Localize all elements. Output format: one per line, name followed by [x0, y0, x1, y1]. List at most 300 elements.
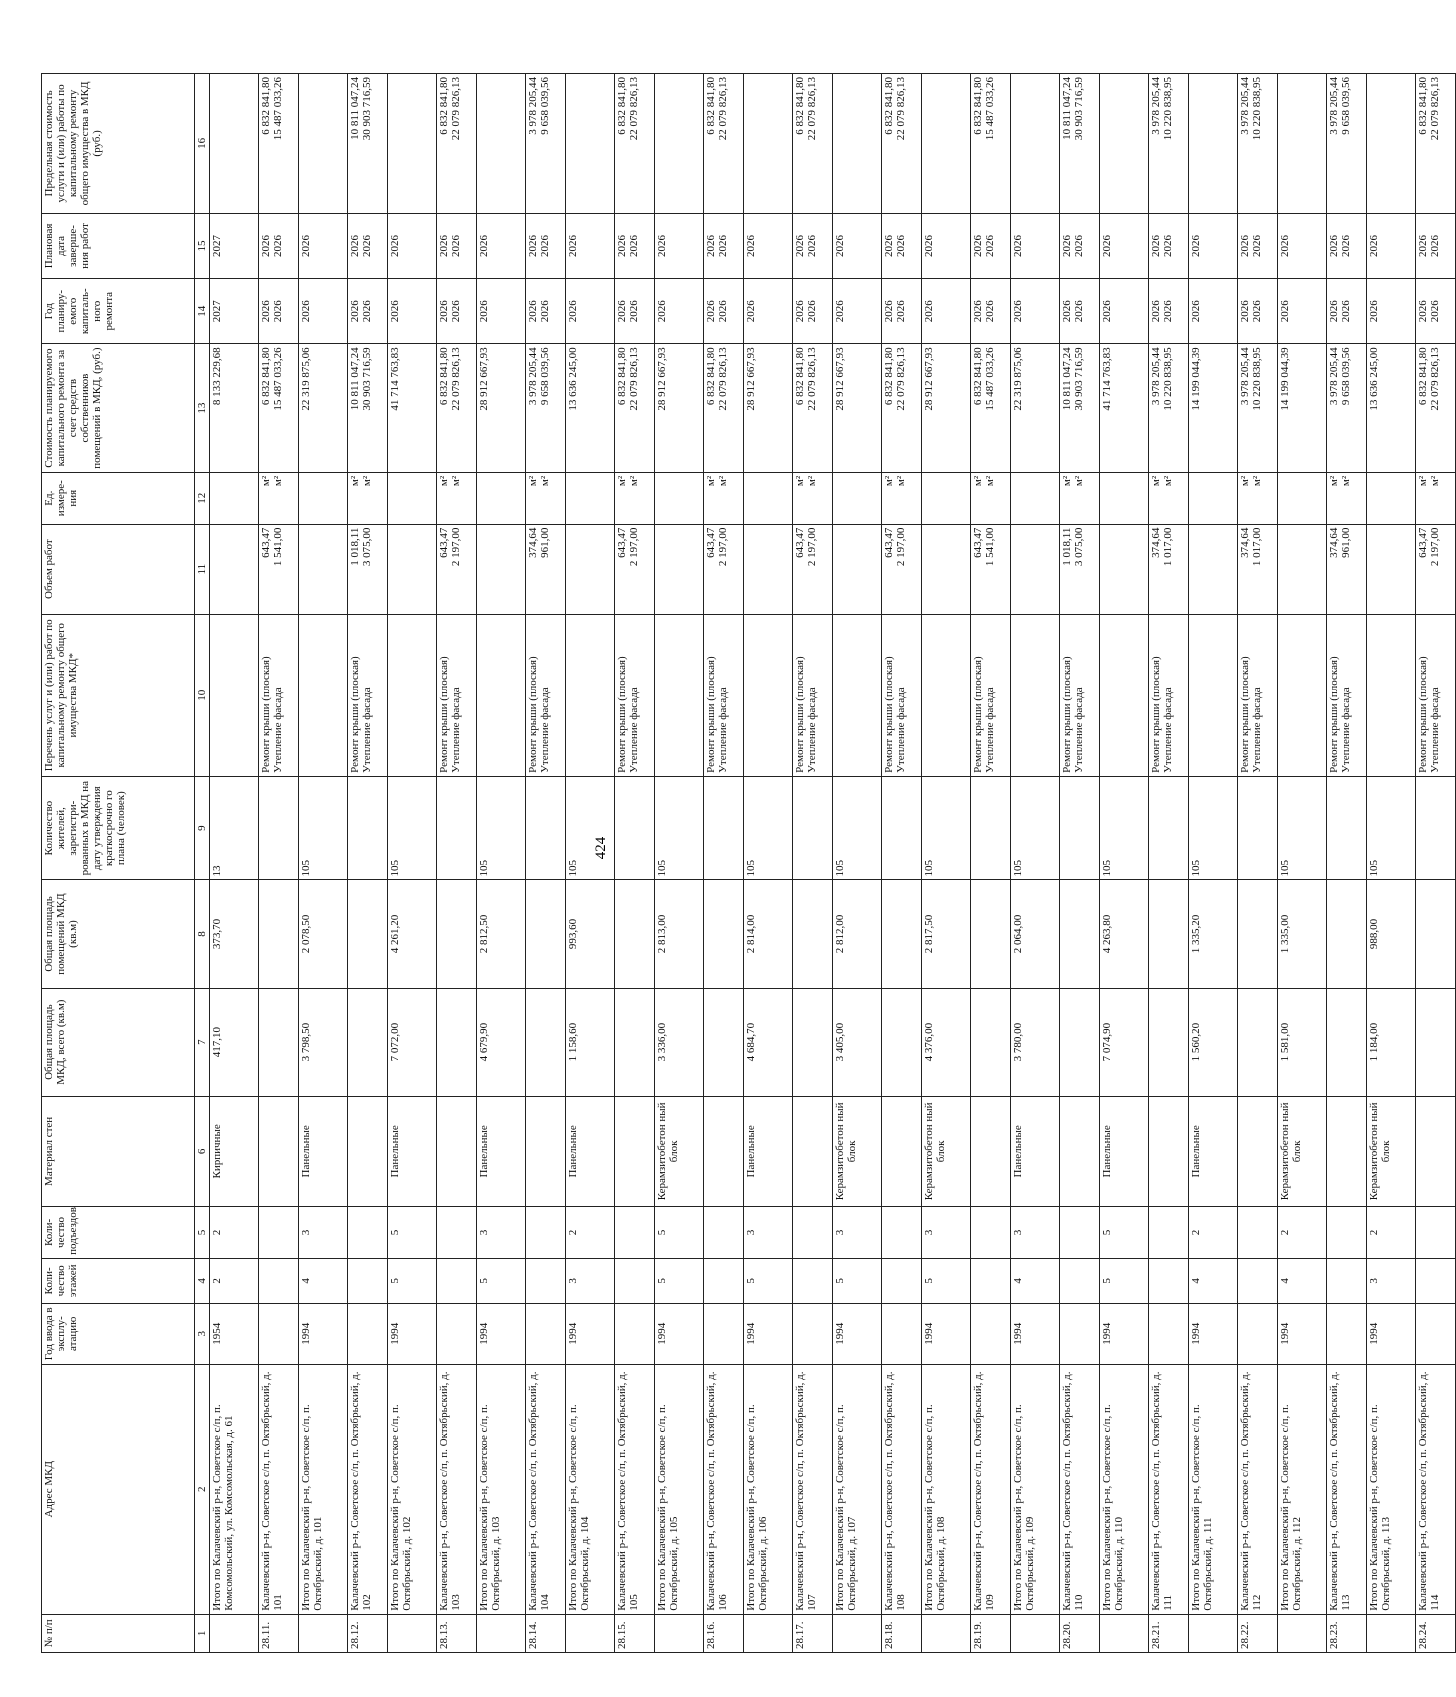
volume-cell-line: 374,64 [1239, 527, 1251, 558]
volume-cell-line: 3 075,00 [361, 527, 373, 567]
floors-cell [1149, 1258, 1189, 1303]
plan-year-cell [348, 279, 388, 344]
cost-cell-line: 28 912 667,93 [834, 347, 846, 411]
plan-year-cell [1278, 279, 1327, 344]
column-header-10: Перечень услуг и (или) работ по капитальному ремонту общего имущества МКД* [42, 614, 195, 776]
cost-cell [1011, 344, 1060, 472]
plan-year-cell [922, 279, 971, 344]
cost-cell [526, 344, 566, 472]
plan-date-cell-line: 2026 [527, 234, 539, 257]
plan-year-cell-line: 2026 [1340, 300, 1352, 323]
total-area-cell [1060, 988, 1100, 1096]
plan-date-cell-line: 2026 [1190, 234, 1202, 257]
address-cell: Калачевский р-н, Советское с/п, п. Октябрьский, д. 104 [526, 1364, 566, 1614]
limit-cost-cell-line: 22 079 826,13 [806, 77, 818, 141]
total-area-cell: 1 581,00 [1278, 988, 1327, 1096]
floors-cell: 3 [566, 1258, 615, 1303]
column-header-13: Стоимость планируемого капитального ремонта за счет средств собственников помещений в МКД, (руб.) [42, 344, 195, 472]
unit-cell-line: м² [806, 475, 818, 487]
cost-cell [210, 344, 259, 472]
column-number-15: 15 [195, 213, 210, 278]
floors-cell [1327, 1258, 1367, 1303]
table-row [793, 74, 833, 1653]
works-cell [477, 614, 526, 776]
floors-cell: 4 [1278, 1258, 1327, 1303]
limit-cost-cell-line: 15 487 033,26 [984, 77, 996, 141]
walls-cell: Панельные [477, 1096, 526, 1206]
total-row [922, 74, 971, 1653]
walls-cell: Панельные [388, 1096, 437, 1206]
row-number [1367, 1614, 1416, 1652]
cost-cell [971, 344, 1011, 472]
plan-date-cell [971, 213, 1011, 278]
volume-cell [1189, 524, 1238, 614]
walls-cell: Керамзитобетон ный блок [1367, 1096, 1416, 1206]
unit-cell [1149, 472, 1189, 524]
cost-cell [615, 344, 655, 472]
cost-cell-line: 15 487 033,26 [272, 347, 284, 411]
limit-cost-cell-line: 15 487 033,26 [272, 77, 284, 141]
volume-cell [704, 524, 744, 614]
plan-date-cell [922, 213, 971, 278]
total-area-cell: 1 184,00 [1367, 988, 1416, 1096]
room-area-cell [437, 880, 477, 988]
room-area-cell: 2 812,50 [477, 880, 526, 988]
plan-date-cell [704, 213, 744, 278]
limit-cost-cell [1278, 74, 1327, 214]
year-cell: 1994 [744, 1303, 793, 1364]
limit-cost-cell [744, 74, 793, 214]
room-area-cell: 993,60 [566, 880, 615, 988]
unit-cell-line: м² [260, 475, 272, 487]
limit-cost-cell [566, 74, 615, 214]
plan-date-cell-line: 2026 [1101, 234, 1113, 257]
entrances-cell [793, 1207, 833, 1259]
room-area-cell [1149, 880, 1189, 988]
limit-cost-cell [1011, 74, 1060, 214]
cost-cell [1189, 344, 1238, 472]
volume-cell-line: 643,47 [1417, 527, 1429, 558]
plan-year-cell-line: 2026 [616, 300, 628, 323]
plan-year-cell-line: 2026 [1239, 300, 1251, 323]
limit-cost-cell [1327, 74, 1367, 214]
column-header-14: Год планиру-емого капиталь-ного ремонта [42, 279, 195, 344]
volume-cell [1367, 524, 1416, 614]
residents-cell: 105 [1011, 776, 1060, 880]
total-area-cell [882, 988, 922, 1096]
total-row [477, 74, 526, 1653]
plan-date-cell-line: 2026 [656, 234, 668, 257]
volume-cell [1100, 524, 1149, 614]
works-cell [1149, 614, 1189, 776]
room-area-cell: 2 817,50 [922, 880, 971, 988]
works-cell [526, 614, 566, 776]
walls-cell: Панельные [1189, 1096, 1238, 1206]
plan-date-cell-line: 2026 [438, 234, 450, 257]
works-cell [1100, 614, 1149, 776]
volume-cell-line: 643,47 [616, 527, 628, 558]
column-number-12: 12 [195, 472, 210, 524]
column-header-11: Объем работ [42, 524, 195, 614]
works-cell [655, 614, 704, 776]
entrances-cell: 3 [299, 1207, 348, 1259]
floors-cell [793, 1258, 833, 1303]
limit-cost-cell-line: 3 978 205,44 [1328, 77, 1340, 135]
limit-cost-cell-line: 6 832 841,80 [794, 77, 806, 135]
volume-cell [1149, 524, 1189, 614]
unit-cell [1367, 472, 1416, 524]
plan-date-cell-line: 2026 [1073, 234, 1085, 257]
volume-cell [566, 524, 615, 614]
limit-cost-cell [210, 74, 259, 214]
unit-cell-line: м² [1162, 475, 1174, 487]
cost-cell-line: 6 832 841,80 [794, 347, 806, 406]
row-number [477, 1614, 526, 1652]
total-area-cell: 3 336,00 [655, 988, 704, 1096]
works-cell-line: Ремонт крыши (плоская) [1150, 656, 1162, 773]
plan-year-cell-line: 2026 [478, 300, 490, 323]
column-number-1: 1 [195, 1614, 210, 1652]
works-cell [1238, 614, 1278, 776]
walls-cell [526, 1096, 566, 1206]
total-row [655, 74, 704, 1653]
volume-cell-line: 1 018,11 [349, 527, 361, 566]
entrances-cell [704, 1207, 744, 1259]
volume-cell [793, 524, 833, 614]
volume-cell [615, 524, 655, 614]
walls-cell [704, 1096, 744, 1206]
address-cell: Калачевский р-н, Советское с/п, п. Октябрьский, д. 106 [704, 1364, 744, 1614]
volume-cell-line: 3 075,00 [1073, 527, 1085, 567]
unit-cell [566, 472, 615, 524]
walls-cell [437, 1096, 477, 1206]
cost-cell-line: 10 220 838,95 [1162, 347, 1174, 411]
limit-cost-cell-line: 9 658 039,56 [1340, 77, 1352, 135]
limit-cost-cell-line: 10 220 838,95 [1251, 77, 1263, 141]
unit-cell [1060, 472, 1100, 524]
works-cell [971, 614, 1011, 776]
plan-date-cell-line: 2026 [349, 234, 361, 257]
row-number: 28.17. [793, 1614, 833, 1652]
entrances-cell: 3 [922, 1207, 971, 1259]
works-cell [1416, 614, 1456, 776]
total-area-cell [971, 988, 1011, 1096]
unit-cell [615, 472, 655, 524]
unit-cell-line: м² [1073, 475, 1085, 487]
cost-cell-line: 22 319 875,06 [300, 347, 312, 411]
limit-cost-cell [299, 74, 348, 214]
works-cell-line: Утепление фасада [1340, 687, 1352, 773]
plan-year-cell-line: 2026 [272, 300, 284, 323]
address-cell: Итого по Калачевский р-н, Советское с/п, п. Октябрьский, д. 108 [922, 1364, 971, 1614]
plan-date-cell [526, 213, 566, 278]
floors-cell [259, 1258, 299, 1303]
entrances-cell [1238, 1207, 1278, 1259]
limit-cost-cell-line: 6 832 841,80 [1417, 77, 1429, 135]
total-row [1189, 74, 1238, 1653]
unit-cell-line: м² [1239, 475, 1251, 487]
header-row [42, 74, 195, 1653]
limit-cost-cell-line: 3 978 205,44 [527, 77, 539, 135]
unit-cell [348, 472, 388, 524]
walls-cell: Панельные [1100, 1096, 1149, 1206]
row-number [299, 1614, 348, 1652]
column-header-5: Коли-чество подъездов [42, 1207, 195, 1259]
cost-cell [1100, 344, 1149, 472]
plan-year-cell [526, 279, 566, 344]
residents-cell [1060, 776, 1100, 880]
year-cell: 1994 [566, 1303, 615, 1364]
room-area-cell: 988,00 [1367, 880, 1416, 988]
cost-cell [299, 344, 348, 472]
entrances-cell: 5 [655, 1207, 704, 1259]
walls-cell [1238, 1096, 1278, 1206]
address-cell: Итого по Калачевский р-н, Советское с/п, п. Октябрьский, д. 104 [566, 1364, 615, 1614]
walls-cell: Керамзитобетон ный блок [655, 1096, 704, 1206]
cost-cell-line: 6 832 841,80 [972, 347, 984, 406]
year-cell [793, 1303, 833, 1364]
total-area-cell [1149, 988, 1189, 1096]
plan-date-cell-line: 2026 [1279, 234, 1291, 257]
cost-cell [833, 344, 882, 472]
cost-cell [655, 344, 704, 472]
address-cell: Итого по Калачевский р-н, Советское с/п, п. Октябрьский, д. 103 [477, 1364, 526, 1614]
address-cell: Итого по Калачевский р-н, Советское с/п, п. Октябрьский, д. 111 [1189, 1364, 1238, 1614]
works-cell-line: Ремонт крыши (плоская) [527, 656, 539, 773]
address-cell: Калачевский р-н, Советское с/п, п. Октябрьский, д. 109 [971, 1364, 1011, 1614]
cost-cell-line: 3 978 205,44 [1328, 347, 1340, 406]
column-number-9: 9 [195, 776, 210, 880]
limit-cost-cell-line: 30 903 716,59 [361, 77, 373, 141]
volume-cell [299, 524, 348, 614]
walls-cell [615, 1096, 655, 1206]
room-area-cell: 2 813,00 [655, 880, 704, 988]
entrances-cell: 3 [744, 1207, 793, 1259]
residents-cell [971, 776, 1011, 880]
table-row [526, 74, 566, 1653]
unit-cell-line: м² [984, 475, 996, 487]
walls-cell [793, 1096, 833, 1206]
unit-cell-line: м² [450, 475, 462, 487]
volume-cell [744, 524, 793, 614]
plan-date-cell [1416, 213, 1456, 278]
works-cell [299, 614, 348, 776]
unit-cell-line: м² [361, 475, 373, 487]
address-cell: Калачевский р-н, Советское с/п, п. Октябрьский, д. 105 [615, 1364, 655, 1614]
works-cell-line: Ремонт крыши (плоская) [260, 656, 272, 773]
plan-year-cell [1416, 279, 1456, 344]
column-header-2: Адрес МКД [42, 1364, 195, 1614]
works-cell [882, 614, 922, 776]
capital-repair-table [41, 73, 1456, 1653]
limit-cost-cell-line: 9 658 039,56 [539, 77, 551, 135]
floors-cell: 4 [299, 1258, 348, 1303]
entrances-cell: 2 [1367, 1207, 1416, 1259]
year-cell: 1994 [922, 1303, 971, 1364]
row-number [833, 1614, 882, 1652]
cost-cell [348, 344, 388, 472]
plan-date-cell [1189, 213, 1238, 278]
floors-cell [1416, 1258, 1456, 1303]
plan-year-cell [655, 279, 704, 344]
unit-cell [971, 472, 1011, 524]
unit-cell-line: м² [972, 475, 984, 487]
unit-cell [210, 472, 259, 524]
plan-date-cell-line: 2026 [361, 234, 373, 257]
cost-cell [1149, 344, 1189, 472]
plan-year-cell [833, 279, 882, 344]
floors-cell [704, 1258, 744, 1303]
column-number-11: 11 [195, 524, 210, 614]
year-cell [615, 1303, 655, 1364]
works-cell-line: Ремонт крыши (плоская) [794, 656, 806, 773]
plan-date-cell [1100, 213, 1149, 278]
cost-cell-line: 41 714 763,83 [389, 347, 401, 411]
walls-cell: Панельные [1011, 1096, 1060, 1206]
plan-year-cell-line: 2026 [1073, 300, 1085, 323]
unit-cell-line: м² [794, 475, 806, 487]
plan-date-cell-line: 2026 [1429, 234, 1441, 257]
row-number [388, 1614, 437, 1652]
volume-cell-line: 643,47 [972, 527, 984, 558]
volume-cell-line: 643,47 [705, 527, 717, 558]
room-area-cell [615, 880, 655, 988]
cost-cell-line: 28 912 667,93 [923, 347, 935, 411]
works-cell [1367, 614, 1416, 776]
limit-cost-cell-line: 30 903 716,59 [1073, 77, 1085, 141]
plan-date-cell-line: 2026 [806, 234, 818, 257]
volume-cell-line: 2 197,00 [806, 527, 818, 567]
table-row [1149, 74, 1189, 1653]
walls-cell [1327, 1096, 1367, 1206]
total-area-cell [1416, 988, 1456, 1096]
works-cell [388, 614, 437, 776]
room-area-cell: 1 335,00 [1278, 880, 1327, 988]
entrances-cell: 3 [477, 1207, 526, 1259]
row-number: 28.16. [704, 1614, 744, 1652]
limit-cost-cell [1189, 74, 1238, 214]
entrances-cell [437, 1207, 477, 1259]
works-cell [793, 614, 833, 776]
entrances-cell: 5 [388, 1207, 437, 1259]
table-row [437, 74, 477, 1653]
limit-cost-cell [1100, 74, 1149, 214]
unit-cell [882, 472, 922, 524]
cost-cell-line: 6 832 841,80 [883, 347, 895, 406]
total-row [1278, 74, 1327, 1653]
works-cell-line: Ремонт крыши (плоская) [972, 656, 984, 773]
volume-cell-line: 2 197,00 [1429, 527, 1441, 567]
works-cell [704, 614, 744, 776]
plan-date-cell-line: 2026 [1061, 234, 1073, 257]
total-area-cell: 4 684,70 [744, 988, 793, 1096]
volume-cell-line: 1 017,00 [1162, 527, 1174, 567]
plan-year-cell [971, 279, 1011, 344]
volume-cell-line: 961,00 [539, 527, 551, 558]
cost-cell-line: 10 220 838,95 [1251, 347, 1263, 411]
address-cell: Итого по Калачевский р-н, Советское с/п, п. Октябрьский, д. 107 [833, 1364, 882, 1614]
volume-cell-line: 643,47 [438, 527, 450, 558]
address-cell: Итого по Калачевский р-н, Советское с/п, п. Октябрьский, д. 110 [1100, 1364, 1149, 1614]
cost-cell-line: 6 832 841,80 [438, 347, 450, 406]
plan-year-cell [793, 279, 833, 344]
plan-date-cell-line: 2026 [1012, 234, 1024, 257]
works-cell-line: Утепление фасада [717, 687, 729, 773]
limit-cost-cell [1416, 74, 1456, 214]
floors-cell: 4 [1189, 1258, 1238, 1303]
room-area-cell [1238, 880, 1278, 988]
volume-cell-line: 1 018,11 [1061, 527, 1073, 566]
row-number: 28.22. [1238, 1614, 1278, 1652]
plan-date-cell [1367, 213, 1416, 278]
cost-cell-line: 28 912 667,93 [656, 347, 668, 411]
entrances-cell: 2 [1278, 1207, 1327, 1259]
walls-cell: Панельные [566, 1096, 615, 1206]
entrances-cell: 2 [566, 1207, 615, 1259]
address-cell: Итого по Калачевский р-н, Советское с/п, п. Октябрьский, д. 101 [299, 1364, 348, 1614]
entrances-cell: 2 [1189, 1207, 1238, 1259]
row-number: 28.24. [1416, 1614, 1456, 1652]
limit-cost-cell [971, 74, 1011, 214]
limit-cost-cell-line: 10 220 838,95 [1162, 77, 1174, 141]
plan-date-cell-line: 2026 [539, 234, 551, 257]
plan-year-cell-line: 2026 [705, 300, 717, 323]
address-cell: Калачевский р-н, Советское с/п, п. Октябрьский, д. 114 [1416, 1364, 1456, 1614]
address-cell: Итого по Калачевский р-н, Советское с/п, п. Октябрьский, д. 113 [1367, 1364, 1416, 1614]
total-area-cell: 7 072,00 [388, 988, 437, 1096]
address-cell: Калачевский р-н, Советское с/п, п. Октябрьский, д. 102 [348, 1364, 388, 1614]
plan-year-cell-line: 2026 [1012, 300, 1024, 323]
volume-cell-line: 2 197,00 [895, 527, 907, 567]
address-cell: Калачевский р-н, Советское с/п, п. Октябрьский, д. 113 [1327, 1364, 1367, 1614]
total-area-cell: 3 405,00 [833, 988, 882, 1096]
cost-cell [259, 344, 299, 472]
column-number-13: 13 [195, 344, 210, 472]
year-cell [971, 1303, 1011, 1364]
column-header-9: Количество жителей, зарегистри-рованных в МКД на дату утверждения краткосрочно го плана (человек) [42, 776, 195, 880]
column-header-15: Плановая дата заверше-ния работ [42, 213, 195, 278]
year-cell: 1994 [655, 1303, 704, 1364]
cost-cell [1278, 344, 1327, 472]
row-number [1011, 1614, 1060, 1652]
room-area-cell [259, 880, 299, 988]
walls-cell: Кирпичные [210, 1096, 259, 1206]
plan-year-cell [1011, 279, 1060, 344]
address-cell: Итого по Калачевский р-н, Советское с/п, п. Октябрьский, д. 109 [1011, 1364, 1060, 1614]
plan-year-cell-line: 2026 [1328, 300, 1340, 323]
limit-cost-cell-line: 10 811 047,24 [1061, 77, 1073, 140]
works-cell [437, 614, 477, 776]
unit-cell [655, 472, 704, 524]
floors-cell: 5 [1100, 1258, 1149, 1303]
cost-cell-line: 15 487 033,26 [984, 347, 996, 411]
plan-year-cell [299, 279, 348, 344]
floors-cell [882, 1258, 922, 1303]
room-area-cell: 4 263,80 [1100, 880, 1149, 988]
limit-cost-cell-line: 6 832 841,80 [972, 77, 984, 135]
entrances-cell [971, 1207, 1011, 1259]
column-number-6: 6 [195, 1096, 210, 1206]
plan-date-cell-line: 2026 [389, 234, 401, 257]
unit-cell [477, 472, 526, 524]
plan-date-cell-line: 2026 [567, 234, 579, 257]
column-number-8: 8 [195, 880, 210, 988]
limit-cost-cell [615, 74, 655, 214]
cost-cell-line: 13 636 245,00 [567, 347, 579, 411]
cost-cell-line: 30 903 716,59 [361, 347, 373, 411]
plan-date-cell-line: 2026 [260, 234, 272, 257]
volume-cell-line: 643,47 [883, 527, 895, 558]
